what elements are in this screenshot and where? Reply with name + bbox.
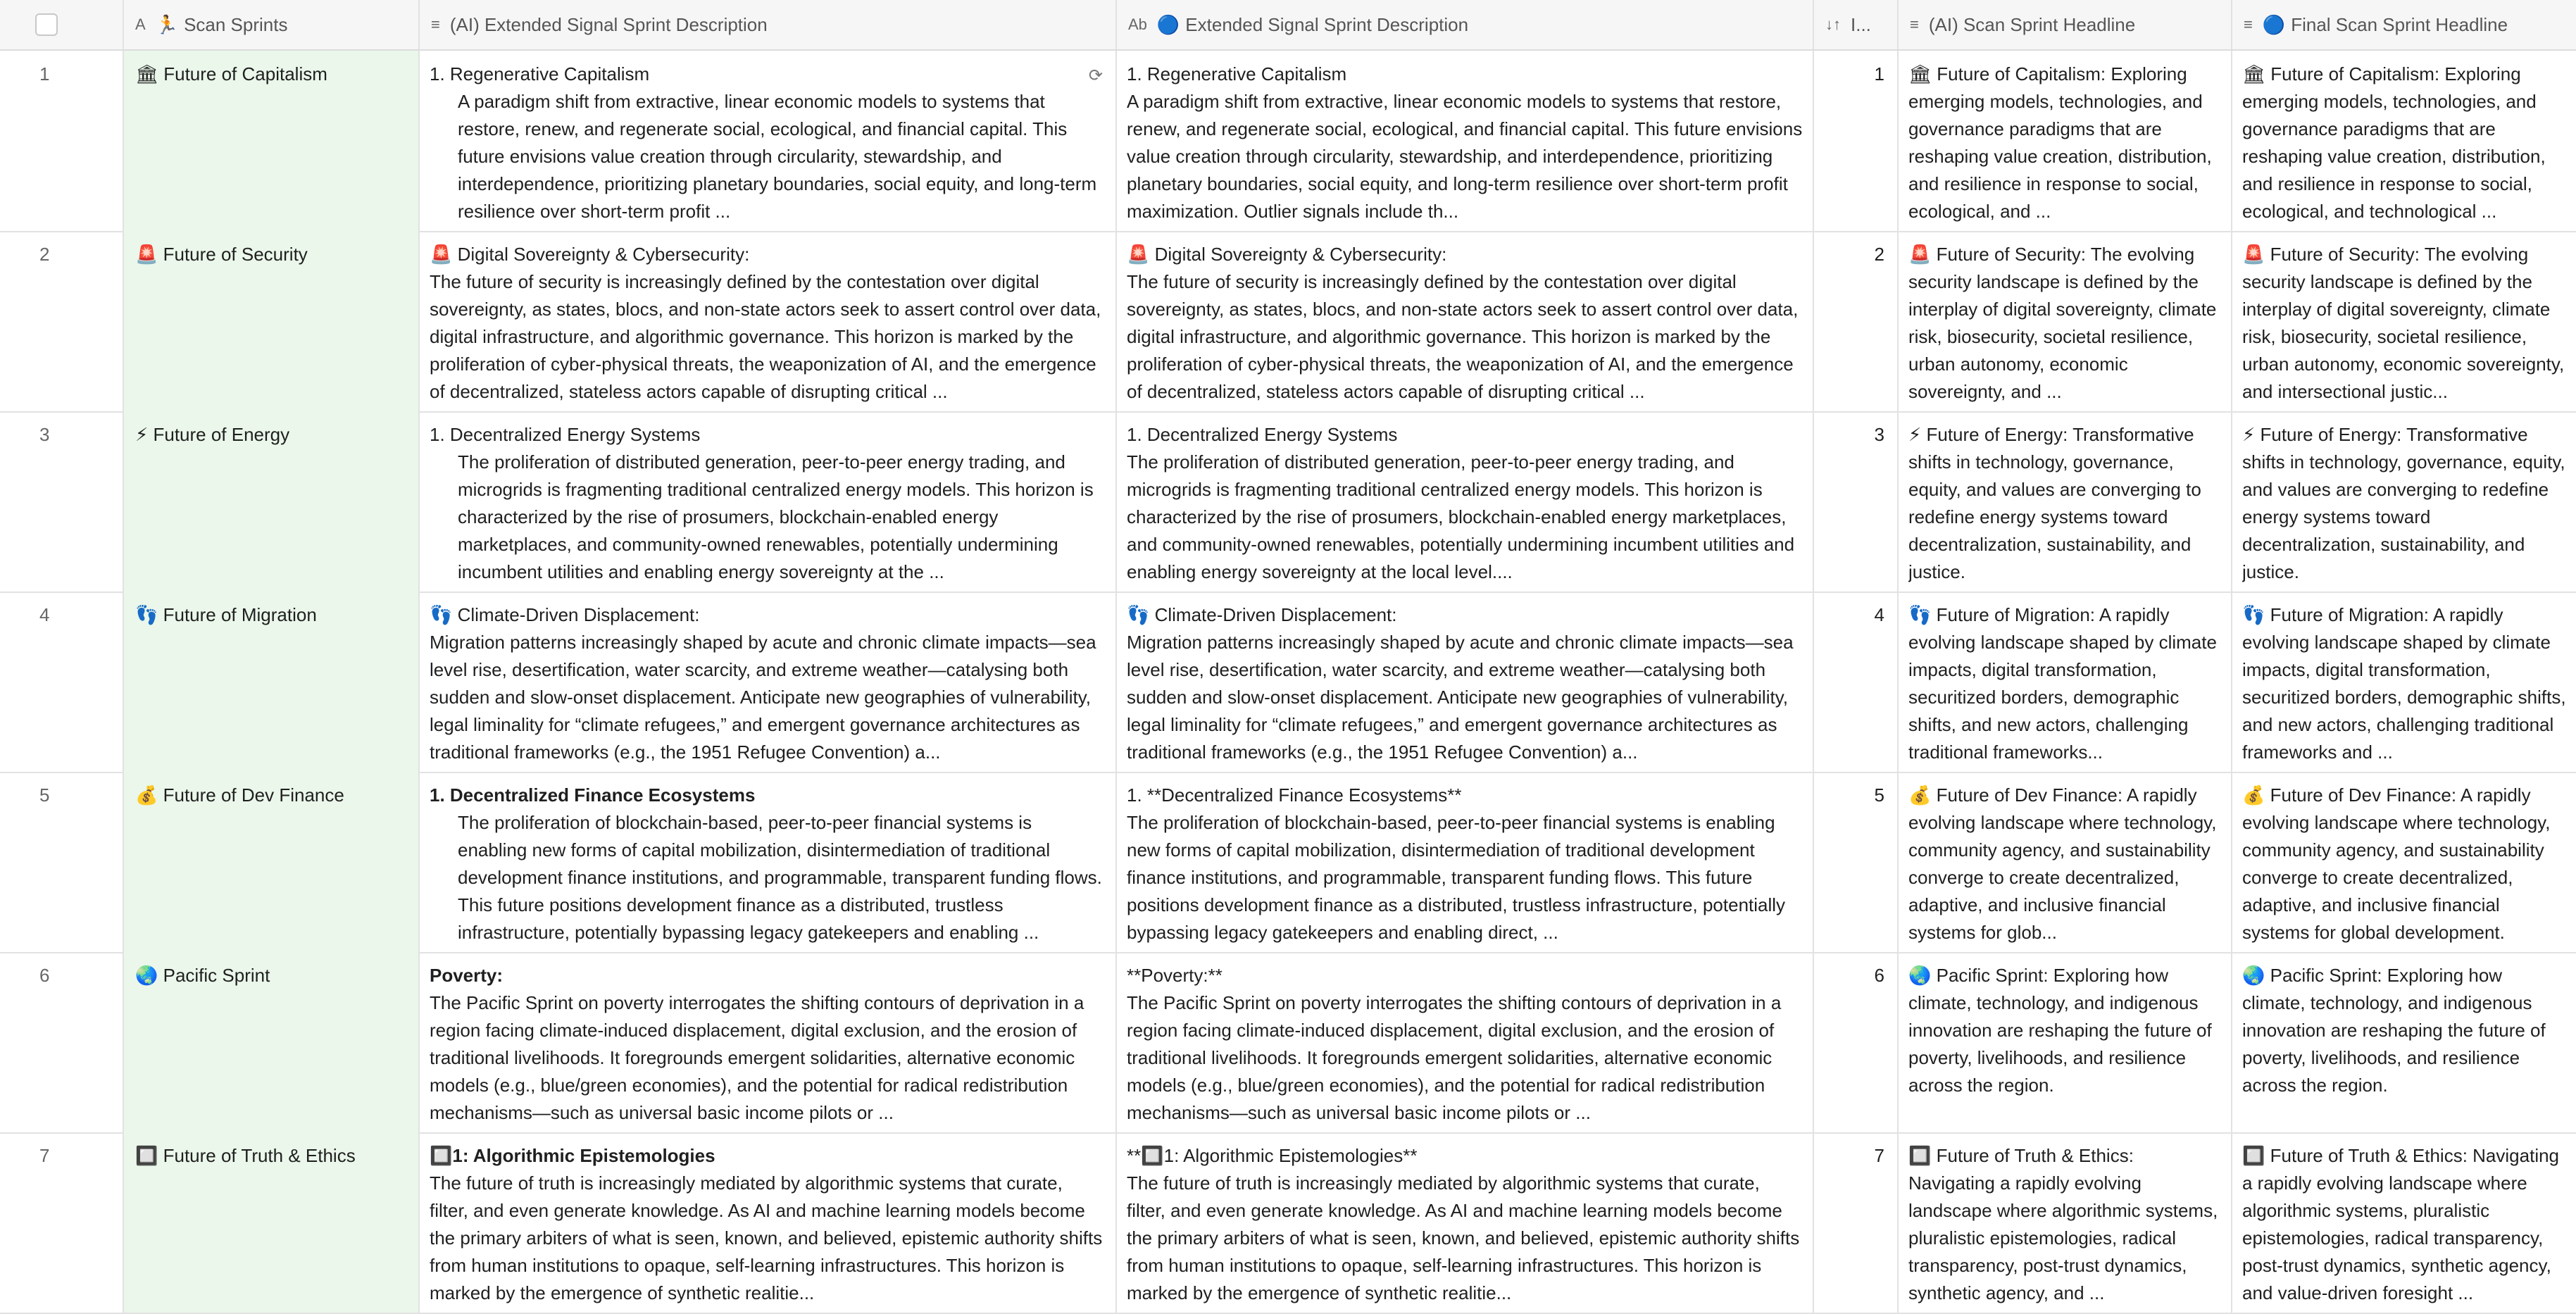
header-row [0, 0, 2576, 51]
description-body: A paradigm shift from extractive, linear economic models to systems that restore, renew, and regenerate social, ecological, and financial capital. This future envisions value creation through circularity, stewardship, and interdependence, prioritizing planetary boundaries, social equity, and long-term resilience over short-term profit maximization. Outlier signals include th... [1127, 91, 1803, 222]
index-value: 6 [1874, 965, 1884, 986]
ai-description-title: 1. Decentralized Energy Systems [430, 424, 701, 445]
ai-description-cell[interactable] [420, 231, 1117, 411]
ai-description-cell[interactable] [420, 952, 1117, 1132]
row-number-cell [0, 231, 124, 411]
description-title: 1. **Decentralized Finance Ecosystems** [1127, 784, 1462, 806]
ai-headline-cell[interactable] [1899, 772, 2232, 952]
select-all-checkbox[interactable] [35, 13, 58, 36]
scan-sprint-cell[interactable] [124, 411, 420, 592]
final-headline-cell[interactable] [2232, 51, 2576, 231]
description-title: **🔲1: Algorithmic Epistemologies** [1127, 1145, 1418, 1166]
ai-description-body: A paradigm shift from extractive, linear economic models to systems that restore, renew, and regenerate social, ecological, and financial capital. This future envisions value creation through circularity, stewardship, and interdependence, prioritizing planetary boundaries, social equity, and long-term resilience over short-term profit ... [458, 91, 1097, 222]
ai-description-body: Migration patterns increasingly shaped by acute and chronic climate impacts—sea level rise, desertification, water scarcity, and extreme weather—catalysing both sudden and slow-onset displacement. Anticipate new geographies of vulnerability, legal liminality for “climate refugees,” and emergent governance architectures as traditional frameworks (e.g., the 1951 Refugee Convention) a... [430, 632, 1096, 763]
scan-sprint-name: 🌏 Pacific Sprint [135, 965, 270, 986]
column-header-final-headline[interactable] [2232, 0, 2576, 49]
row-number-cell [0, 952, 124, 1132]
ai-description-title: 👣 Climate-Driven Displacement: [430, 604, 700, 625]
scan-sprint-name: 🔲 Future of Truth & Ethics [135, 1145, 356, 1166]
table-row[interactable] [0, 51, 2576, 232]
scan-sprint-cell[interactable] [124, 1132, 420, 1313]
final-headline-text: 🌏 Pacific Sprint: Exploring how climate, technology, and indigenous innovation are reshaping the future of poverty, livelihoods, and resilience across the region. [2242, 965, 2546, 1096]
row-number-cell [0, 411, 124, 592]
scan-sprint-cell[interactable] [124, 51, 420, 231]
description-cell[interactable] [1117, 1132, 1814, 1313]
ai-description-cell[interactable] [420, 592, 1117, 772]
description-body: Migration patterns increasingly shaped by acute and chronic climate impacts—sea level rise, desertification, water scarcity, and extreme weather—catalysing both sudden and slow-onset displacement. Anticipate new geographies of vulnerability, legal liminality for “climate refugees,” and emergent governance architectures as traditional frameworks (e.g., the 1951 Refugee Convention) a... [1127, 632, 1794, 763]
text-long-icon: ≡ [2244, 15, 2253, 33]
final-headline-cell[interactable] [2232, 592, 2576, 772]
description-title: 🚨 Digital Sovereignty & Cybersecurity: [1127, 244, 1447, 265]
row-number: 1 [39, 63, 50, 85]
regenerate-icon[interactable]: ⟳ [1088, 66, 1103, 85]
index-value: 7 [1874, 1145, 1884, 1166]
description-body: The proliferation of distributed generation, peer-to-peer energy trading, and microgrids is fragmenting traditional centralized energy models. This horizon is characterized by the rise of prosumers, blockchain-enabled energy marketplaces, and community-owned renewables, potentially undermining incumbent utilities and enabling energy sovereignty at the local level.... [1127, 451, 1795, 582]
ai-description-body: The Pacific Sprint on poverty interrogates the shifting contours of deprivation in a region facing climate-induced displacement, digital exclusion, and the erosion of traditional livelihoods. It foregrounds emergent solidarities, alternative economic models (e.g., blue/green economies), and the potential for radical redistribution mechanisms—such as universal basic income pilots or ... [430, 992, 1084, 1123]
final-headline-text: 💰 Future of Dev Finance: A rapidly evolving landscape where technology, community agency, and sustainability converge to create decentralized, adaptive, and inclusive financial systems for global development. [2242, 784, 2551, 943]
ai-headline-text: 🏛 Future of Capitalism: Exploring emerging models, technologies, and governance paradigms that are reshaping value creation, distribution, and resilience in response to social, ecological, and ... [1908, 63, 2212, 222]
column-header-scan-sprints[interactable] [124, 0, 420, 49]
ai-headline-cell[interactable] [1899, 231, 2232, 411]
description-cell[interactable] [1117, 772, 1814, 952]
description-title: 1. Decentralized Energy Systems [1127, 424, 1398, 445]
ai-description-cell[interactable] [420, 51, 1117, 231]
final-headline-text: 🏛 Future of Capitalism: Exploring emerging models, technologies, and governance paradigms that are reshaping value creation, distribution, and resilience in response to social, ecological, and technological ... [2242, 63, 2546, 222]
column-header-ai-headline[interactable] [1899, 0, 2232, 49]
description-title: 1. Regenerative Capitalism [1127, 63, 1347, 85]
description-cell[interactable] [1117, 51, 1814, 231]
column-header-label: (AI) Scan Sprint Headline [1928, 13, 2136, 35]
ai-headline-cell[interactable] [1899, 592, 2232, 772]
index-cell[interactable] [1814, 772, 1899, 952]
index-value: 2 [1874, 244, 1884, 265]
ai-description-title: 🔲1: Algorithmic Epistemologies [430, 1145, 715, 1166]
row-number: 2 [39, 244, 50, 265]
row-number: 3 [39, 424, 50, 445]
table-row[interactable] [0, 592, 2576, 773]
description-cell[interactable] [1117, 592, 1814, 772]
final-headline-cell[interactable] [2232, 1132, 2576, 1313]
ai-description-cell[interactable] [420, 411, 1117, 592]
ai-description-body: The future of truth is increasingly mediated by algorithmic systems that curate, filter, and even generate knowledge. As AI and machine learning models become the primary arbiters of what is seen, known, and believed, epistemic authority shifts from human institutions to opaque, self-learning infrastructures. This horizon is marked by the emergence of synthetic realitie... [430, 1172, 1103, 1303]
row-number: 4 [39, 604, 50, 625]
table-row[interactable] [0, 231, 2576, 413]
column-header-ai-description[interactable] [420, 0, 1117, 49]
scan-sprint-cell[interactable] [124, 231, 420, 411]
column-header-description[interactable] [1117, 0, 1814, 49]
ai-headline-text: 🚨 Future of Security: The evolving security landscape is defined by the interplay of digital sovereignty, climate risk, biosecurity, societal resilience, urban autonomy, economic sovereignty, and ... [1908, 244, 2217, 402]
table-row[interactable] [0, 411, 2576, 593]
text-field-icon: A [135, 15, 146, 33]
ai-headline-cell[interactable] [1899, 51, 2232, 231]
description-body: The Pacific Sprint on poverty interrogates the shifting contours of deprivation in a region facing climate-induced displacement, digital exclusion, and the erosion of traditional livelihoods. It foregrounds emergent solidarities, alternative economic models (e.g., blue/green economies), and the potential for radical redistribution mechanisms—such as universal basic income pilots or ... [1127, 992, 1782, 1123]
final-headline-text: ⚡ Future of Energy: Transformative shifts in technology, governance, equity, and values are converging to redefine energy systems toward decentralization, sustainability, and justice. [2242, 424, 2565, 582]
scan-sprint-name: 🚨 Future of Security [135, 244, 308, 265]
index-cell[interactable] [1814, 592, 1899, 772]
column-header-label: Scan Sprints [184, 13, 288, 35]
description-title: **Poverty:** [1127, 965, 1223, 986]
index-value: 4 [1874, 604, 1884, 625]
row-number: 5 [39, 784, 50, 806]
final-headline-text: 👣 Future of Migration: A rapidly evolving landscape shaped by climate impacts, digital transformation, securitized borders, demographic shifts, and new actors, challenging traditional frameworks and ... [2242, 604, 2566, 763]
blue-circle-icon: 🔵 [1156, 13, 1180, 35]
scan-sprint-name: ⚡ Future of Energy [135, 424, 290, 445]
index-cell[interactable] [1814, 411, 1899, 592]
final-headline-cell[interactable] [2232, 952, 2576, 1132]
ai-description-title: Poverty: [430, 965, 504, 986]
row-number-cell [0, 51, 124, 231]
running-icon: 🏃 [155, 13, 179, 35]
ai-description-title: 1. Decentralized Finance Ecosystems [430, 784, 756, 806]
ai-headline-text: 🌏 Pacific Sprint: Exploring how climate, technology, and indigenous innovation are reshaping the future of poverty, livelihoods, and resilience across the region. [1908, 965, 2212, 1096]
index-cell[interactable] [1814, 952, 1899, 1132]
ai-text-icon: ≡ [1910, 15, 1919, 33]
select-all-header [0, 0, 124, 49]
column-header-label: Extended Signal Sprint Description [1185, 13, 1469, 35]
description-cell[interactable] [1117, 231, 1814, 411]
table-row[interactable] [0, 1132, 2576, 1314]
ai-description-cell[interactable] [420, 772, 1117, 952]
index-value: 3 [1874, 424, 1884, 445]
ai-headline-cell[interactable] [1899, 1132, 2232, 1313]
scan-sprint-cell[interactable] [124, 592, 420, 772]
column-header-label: Final Scan Sprint Headline [2291, 13, 2508, 35]
scan-sprint-name: 💰 Future of Dev Finance [135, 784, 344, 806]
ai-headline-cell[interactable] [1899, 952, 2232, 1132]
description-cell[interactable] [1117, 952, 1814, 1132]
ai-description-title: 🚨 Digital Sovereignty & Cybersecurity: [430, 244, 750, 265]
index-value: 5 [1874, 784, 1884, 806]
index-cell[interactable] [1814, 51, 1899, 231]
description-cell[interactable] [1117, 411, 1814, 592]
row-number: 7 [39, 1145, 50, 1166]
ai-description-body: The future of security is increasingly defined by the contestation over digital sovereignty, as states, blocs, and non-state actors seek to assert control over data, digital infrastructure, and algorithmic governance. This horizon is marked by the proliferation of cyber-physical threats, the weaponization of AI, and the emergence of decentralized, stateless actors capable of disrupting critical ... [430, 271, 1101, 402]
index-cell[interactable] [1814, 1132, 1899, 1313]
final-headline-text: 🚨 Future of Security: The evolving security landscape is defined by the interplay of digital sovereignty, climate risk, biosecurity, societal resilience, urban autonomy, economic sovereignty, and intersectional justic... [2242, 244, 2565, 402]
scan-sprint-name: 🏛 Future of Capitalism [135, 63, 327, 85]
description-body: The proliferation of blockchain-based, peer-to-peer financial systems is enabling new forms of capital mobilization, disintermediation of traditional development finance institutions, and programmable, transparent funding flows. This future positions development finance as a distributed, trustless infrastructure, potentially bypassing legacy gatekeepers and enabling direct, ... [1127, 812, 1786, 943]
row-number: 6 [39, 965, 50, 986]
ai-description-title: 1. Regenerative Capitalism [430, 63, 650, 85]
row-number-cell [0, 1132, 124, 1313]
description-body: The future of security is increasingly defined by the contestation over digital sovereignty, as states, blocs, and non-state actors seek to assert control over data, digital infrastructure, and algorithmic governance. This horizon is marked by the proliferation of cyber-physical threats, the weaponization of AI, and the emergence of decentralized, stateless actors capable of disrupting critical ... [1127, 271, 1799, 402]
scan-sprint-cell[interactable] [124, 952, 420, 1132]
final-headline-cell[interactable] [2232, 231, 2576, 411]
text-type-icon: Ab [1128, 15, 1147, 33]
column-header-label: I... [1851, 13, 1871, 35]
index-value: 1 [1874, 63, 1884, 85]
description-title: 👣 Climate-Driven Displacement: [1127, 604, 1397, 625]
ai-description-body: The proliferation of blockchain-based, peer-to-peer financial systems is enabling new forms of capital mobilization, disintermediation of traditional development finance institutions, and programmable, transparent funding flows. This future positions development finance as a distributed, trustless infrastructure, potentially bypassing legacy gatekeepers and enabling ... [458, 812, 1102, 943]
row-number-cell [0, 592, 124, 772]
ai-description-cell[interactable] [420, 1132, 1117, 1313]
sort-icon: ↓↑ [1825, 15, 1841, 33]
table-row[interactable] [0, 952, 2576, 1134]
description-body: The future of truth is increasingly mediated by algorithmic systems that curate, filter, and even generate knowledge. As AI and machine learning models become the primary arbiters of what is seen, known, and believed, epistemic authority shifts from human institutions to opaque, self-learning infrastructures. This horizon is marked by the emergence of synthetic realitie... [1127, 1172, 1800, 1303]
final-headline-text: 🔲 Future of Truth & Ethics: Navigating a rapidly evolving landscape where algorithmic systems, pluralistic epistemologies, radical transparency, post-trust dynamics, synthetic agency, and value-driven foresight ... [2242, 1145, 2560, 1303]
ai-description-body: The proliferation of distributed generation, peer-to-peer energy trading, and microgrids is fragmenting traditional centralized energy models. This horizon is characterized by the rise of prosumers, blockchain-enabled energy marketplaces, and community-owned renewables, potentially undermining incumbent utilities and enabling energy sovereignty at the ... [458, 451, 1094, 582]
table-row[interactable] [0, 772, 2576, 953]
ai-headline-text: ⚡ Future of Energy: Transformative shifts in technology, governance, equity, and values are converging to redefine energy systems toward decentralization, sustainability, and justice. [1908, 424, 2201, 582]
index-cell[interactable] [1814, 231, 1899, 411]
final-headline-cell[interactable] [2232, 411, 2576, 592]
blue-circle-icon: 🔵 [2262, 13, 2286, 35]
column-header-label: (AI) Extended Signal Sprint Description [449, 13, 768, 35]
ai-headline-text: 🔲 Future of Truth & Ethics: Navigating a rapidly evolving landscape where algorithmic systems, pluralistic epistemologies, radical transparency, post-trust dynamics, synthetic agency, and ... [1908, 1145, 2218, 1303]
column-header-index[interactable] [1814, 0, 1899, 49]
ai-headline-text: 👣 Future of Migration: A rapidly evolving landscape shaped by climate impacts, digital transformation, securitized borders, demographic shifts, and new actors, challenging traditional frameworks... [1908, 604, 2217, 763]
ai-text-icon: ≡ [431, 15, 440, 33]
ai-headline-text: 💰 Future of Dev Finance: A rapidly evolving landscape where technology, community agency, and sustainability converge to create decentralized, adaptive, and inclusive financial systems for glob... [1908, 784, 2217, 943]
final-headline-cell[interactable] [2232, 772, 2576, 952]
row-number-cell [0, 772, 124, 952]
scan-sprint-cell[interactable] [124, 772, 420, 952]
scan-sprint-name: 👣 Future of Migration [135, 604, 317, 625]
ai-headline-cell[interactable] [1899, 411, 2232, 592]
